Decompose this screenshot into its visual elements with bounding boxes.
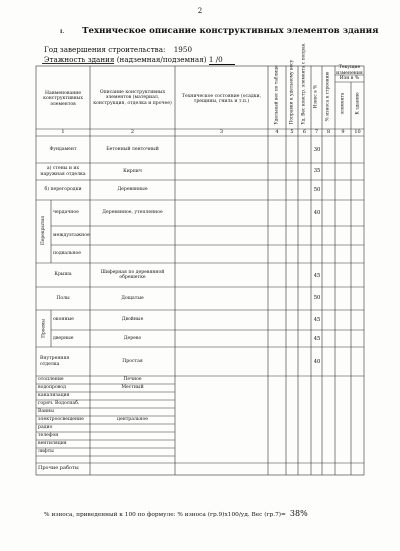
- row-desc-partitions: Деревянные: [117, 187, 148, 193]
- header-to-building: К зданию: [355, 92, 361, 115]
- row-wear-interior: 40: [313, 359, 321, 365]
- row-name-interior: Внутренняя отделка: [40, 356, 70, 367]
- row-desc-walls: Кирпич: [123, 168, 142, 174]
- row-wear-floors: 50: [313, 295, 321, 301]
- construction-year-label: Год завершения строительства:: [44, 45, 166, 54]
- colnum-4: 4: [275, 128, 279, 135]
- header-element: элемента: [340, 92, 346, 115]
- colnum-5: 5: [290, 128, 294, 135]
- header-current-changes: Текущие изменения: [336, 65, 363, 76]
- row-name-walls: а) стены и их наружная отделка: [40, 166, 86, 177]
- row-wear-foundation: 30: [313, 147, 321, 153]
- wear-formula: % износа, приведенный к 100 по формуле: % износа (гр.9)х100/уд. Вес (гр.7)=: [44, 512, 286, 518]
- row-desc-doors: Дерево: [123, 335, 142, 341]
- colnum-7: 7: [314, 128, 319, 135]
- group-openings-label: Проемы: [41, 319, 47, 338]
- group-floors-label: Перекрытия: [41, 216, 46, 246]
- row-name-foundation: Фундамент: [49, 146, 77, 152]
- utility-water: водопровод: [38, 385, 66, 391]
- header-unit-weight: Удельный вес по таблице: [274, 65, 280, 125]
- utility-electric: электроосвещение: [38, 417, 84, 423]
- utility-phone: телефон: [38, 433, 59, 439]
- header-wear: Износ в %: [313, 84, 319, 109]
- utility-electric-desc: центральное: [117, 417, 148, 423]
- header-weight-corrected: Уд. Вес констр. элемента с поправ.: [301, 42, 307, 125]
- wear-formula-line: [44, 509, 308, 518]
- colnum-8: 8: [326, 128, 331, 135]
- row-wear-doors: 45: [313, 336, 321, 342]
- page-number: 2: [197, 7, 203, 15]
- row-name-attic: чердачное: [53, 210, 79, 216]
- colnum-1: 1: [61, 128, 65, 135]
- row-wear-partitions: 50: [313, 187, 321, 193]
- utility-radio: радио: [38, 425, 53, 431]
- row-desc-foundation: Бетонный ленточный: [106, 146, 159, 152]
- row-desc-roof: Шиферная по деревянной обрешетке: [100, 269, 165, 280]
- row-name-partitions: б) перегородки: [44, 187, 82, 193]
- row-desc-windows: Двойные: [121, 317, 144, 323]
- section-number: I.: [60, 29, 65, 35]
- utility-ventilation: вентиляция: [38, 441, 67, 447]
- header-wear-building: % износа к строению: [325, 71, 331, 122]
- row-name-basement: подвальное: [53, 251, 81, 257]
- header-condition: Техническое состояние (осадки, трещины, гниль и т.п.): [181, 93, 262, 104]
- header-wear-percent: Изн в %: [339, 75, 360, 81]
- utility-hot-water: горяч. Водоснаб.: [38, 401, 80, 407]
- utility-heating-desc: Печное: [123, 377, 142, 383]
- floors-value: 1 /0: [209, 55, 235, 65]
- construction-year: 1950: [173, 45, 193, 54]
- row-desc-interior: Простая: [122, 358, 143, 364]
- header-element-name: Наименование конструктивных элементов: [43, 91, 83, 107]
- colnum-2: 2: [130, 128, 135, 135]
- colnum-10: 10: [354, 128, 361, 135]
- colnum-9: 9: [341, 128, 345, 135]
- wear-total: 38%: [289, 509, 308, 518]
- row-desc-floors: Дощатые: [121, 295, 144, 301]
- row-name-floors: Полы: [56, 295, 70, 301]
- row-other-works: Прочие работы: [38, 465, 79, 472]
- utility-elevators: лифты: [38, 449, 54, 455]
- utility-sewer: канализация: [38, 393, 70, 399]
- utility-baths: Ванны: [38, 409, 54, 415]
- row-name-windows: оконные: [53, 317, 74, 323]
- colnum-6: 6: [302, 128, 307, 135]
- floors-label: Этажность здания (надземная/подземная): [44, 55, 207, 64]
- row-name-doors: дверные: [53, 335, 74, 341]
- row-name-interfloor: междуэтажное: [53, 232, 90, 238]
- colnum-3: 3: [219, 128, 224, 135]
- header-description: Описание конструктивных элементов (материал, конструкция, отделка и прочее): [93, 90, 172, 106]
- header-corrections: Поправки к удельному весу: [289, 59, 295, 125]
- row-wear-windows: 45: [313, 317, 321, 323]
- utility-heating: отопление: [38, 377, 64, 383]
- section-title-text: Техническое описание конструктивных элементов здания: [82, 26, 379, 36]
- utility-water-desc: Местный: [121, 385, 144, 391]
- row-name-roof: Крыша: [54, 272, 72, 278]
- row-wear-walls: 35: [313, 168, 321, 174]
- row-desc-attic: Деревянное, утепленное: [102, 210, 163, 216]
- row-wear-roof: 45: [313, 273, 321, 279]
- row-wear-attic: 40: [313, 210, 321, 216]
